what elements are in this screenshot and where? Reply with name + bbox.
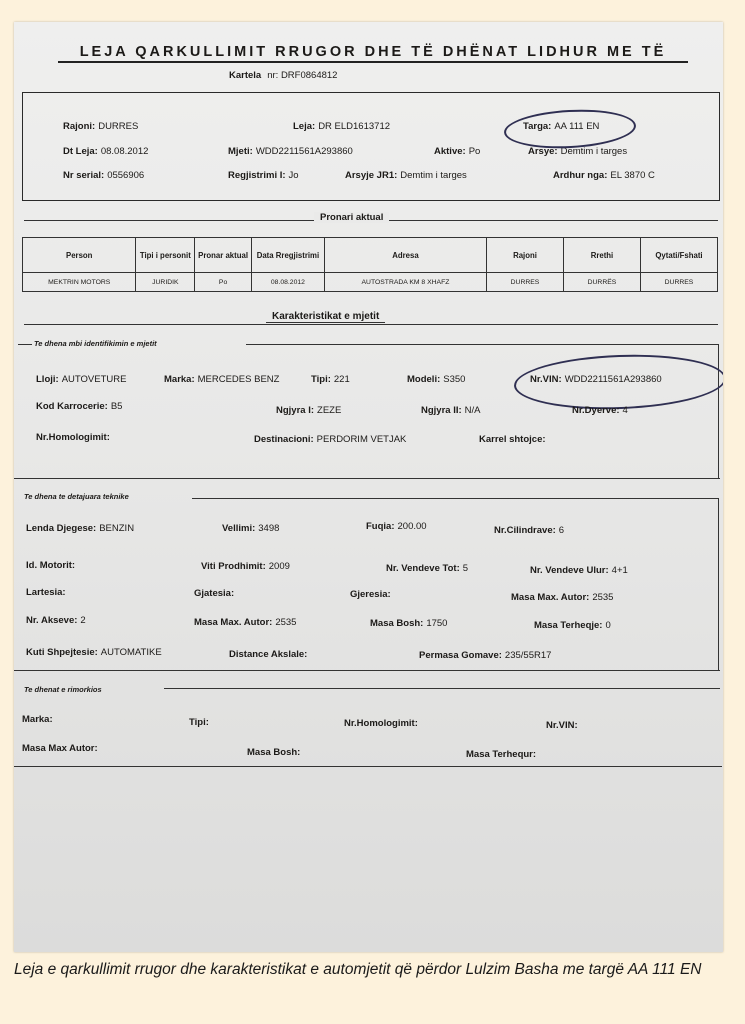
owner-cell: DURRES	[640, 273, 717, 292]
owner-column-header: Person	[23, 238, 136, 273]
document-photo	[14, 22, 723, 952]
characteristics-label: Karakteristikat e mjetit	[266, 311, 385, 323]
homologimit-field: Nr.Homologimit:	[36, 432, 110, 443]
owner-table-header	[23, 238, 718, 273]
vin-field: Nr.VIN: WDD2211561A293860	[530, 374, 662, 385]
owner-column-header: Qytati/Fshati	[640, 238, 717, 273]
photo-caption: Leja e qarkullimit rrugor dhe karakteristikat e automjetit që përdor Lulzim Basha me targë AA 111 EN	[14, 961, 702, 978]
characteristics-rule	[24, 324, 718, 325]
ident-rule-bottom	[14, 478, 720, 479]
gjatesia-field: Gjatesia:	[194, 588, 235, 599]
modeli-field: Modeli: S350	[407, 374, 466, 385]
ngjyra2-field: Ngjyra II: N/A	[421, 405, 481, 416]
owner-cell: DURRES	[486, 273, 563, 292]
owner-cell: AUTOSTRADA KM 8 XHAFZ	[324, 273, 486, 292]
kuti-field: Kuti Shpejtesie: AUTOMATIKE	[26, 647, 162, 658]
document-title: LEJA QARKULLIMIT RRUGOR DHE TË DHËNAT LIDHUR ME TË	[58, 44, 688, 63]
destinacioni-field: Destinacioni: PERDORIM VETJAK	[254, 434, 407, 445]
owner-cell: JURIDIK	[136, 273, 195, 292]
kartela-line	[229, 70, 337, 81]
kartela-label: Kartela	[229, 70, 262, 81]
masa-max-autor2-field: Masa Max. Autor: 2535	[194, 617, 297, 628]
ardhur-nga-field: Ardhur nga: EL 3870 C	[553, 170, 655, 181]
targa-field: Targa: AA 111 EN	[523, 121, 600, 132]
tipi-field: Tipi: 221	[311, 374, 350, 385]
trailer-vin-field: Nr.VIN:	[546, 720, 578, 731]
owner-cell: Po	[195, 273, 252, 292]
owner-column-header: Rrethi	[563, 238, 640, 273]
dyerve-field: Nr.Dyerve: 4	[572, 405, 628, 416]
masa-terheqje-field: Masa Terheqje: 0	[534, 620, 611, 631]
id-motorit-field: Id. Motorit:	[26, 560, 76, 571]
trailer-homologimit-field: Nr.Homologimit:	[344, 718, 418, 729]
identification-subhead: Te dhena mbi identifikimin e mjetit	[34, 339, 157, 348]
arsye-field: Arsye: Demtim i targes	[528, 146, 628, 157]
tech-rule-top	[192, 498, 718, 499]
regjistrimi-field: Regjistrimi I: Jo	[228, 170, 299, 181]
lloji-field: Lloji: AUTOVETURE	[36, 374, 127, 385]
owner-column-header: Tipi i personit	[136, 238, 195, 273]
ident-rule-right	[246, 344, 718, 345]
trailer-subhead: Te dhenat e rimorkios	[24, 685, 102, 694]
karrel-field: Karrel shtojce:	[479, 434, 546, 445]
ngjyra1-field: Ngjyra I: ZEZE	[276, 405, 342, 416]
marka-field: Marka: MERCEDES BENZ	[164, 374, 280, 385]
vellimi-field: Vellimi: 3498	[222, 523, 280, 534]
gjeresia-field: Gjeresia:	[350, 589, 391, 600]
owner-column-header: Adresa	[324, 238, 486, 273]
masa-max-autor-field: Masa Max. Autor: 2535	[511, 592, 614, 603]
fuqia-field: Fuqia: 200.00	[366, 521, 427, 532]
owner-table	[22, 237, 718, 292]
distance-field: Distance Akslale:	[229, 649, 308, 660]
arsyje-jr1-field: Arsyje JR1: Demtim i targes	[345, 170, 467, 181]
ident-rule-left	[18, 344, 32, 345]
vendeve-ulur-field: Nr. Vendeve Ulur: 4+1	[530, 565, 628, 576]
aktive-field: Aktive: Po	[434, 146, 481, 157]
leja-field: Leja: DR ELD1613712	[293, 121, 391, 132]
trailer-rule-top	[164, 688, 720, 689]
tech-rule-bottom	[14, 670, 720, 671]
nr-serial-field: Nr serial: 0556906	[63, 170, 145, 181]
owner-cell: DURRËS	[563, 273, 640, 292]
lartesia-field: Lartesia:	[26, 587, 66, 598]
rajoni-field: Rajoni: DURRES	[63, 121, 139, 132]
trailer-tipi-field: Tipi:	[189, 717, 209, 728]
mjeti-field: Mjeti: WDD2211561A293860	[228, 146, 353, 157]
vendeve-tot-field: Nr. Vendeve Tot: 5	[386, 563, 469, 574]
tech-rule-vert	[718, 498, 719, 670]
owner-column-header: Pronar aktual	[195, 238, 252, 273]
kartela-value: nr: DRF0864812	[267, 70, 338, 81]
kod-karrocerie-field: Kod Karrocerie: B5	[36, 401, 123, 412]
masa-bosh-field: Masa Bosh: 1750	[370, 618, 448, 629]
owner-column-header: Rajoni	[486, 238, 563, 273]
table-row	[23, 273, 718, 292]
trailer-marka-field: Marka:	[22, 714, 53, 725]
owner-section-label: Pronari aktual	[314, 212, 389, 223]
trailer-masa-terhequr-field: Masa Terhequr:	[466, 749, 537, 760]
trailer-masa-bosh-field: Masa Bosh:	[247, 747, 301, 758]
dt-leja-field: Dt Leja: 08.08.2012	[63, 146, 149, 157]
owner-cell: MEKTRIN MOTORS	[23, 273, 136, 292]
owner-cell: 08.08.2012	[251, 273, 324, 292]
gomave-field: Permasa Gomave: 235/55R17	[419, 650, 552, 661]
vin-handdrawn-circle	[513, 351, 723, 412]
viti-field: Viti Prodhimit: 2009	[201, 561, 290, 572]
akseve-field: Nr. Akseve: 2	[26, 615, 86, 626]
trailer-rule-bottom	[14, 766, 722, 767]
lenda-field: Lenda Djegese: BENZIN	[26, 523, 135, 534]
owner-column-header: Data Rregjistrimi	[251, 238, 324, 273]
registration-box	[22, 92, 720, 201]
ident-rule-vert	[718, 344, 719, 478]
technical-subhead: Te dhena te detajuara teknike	[24, 492, 129, 501]
trailer-masa-max-field: Masa Max Autor:	[22, 743, 98, 754]
cilindrave-field: Nr.Cilindrave: 6	[494, 525, 565, 536]
